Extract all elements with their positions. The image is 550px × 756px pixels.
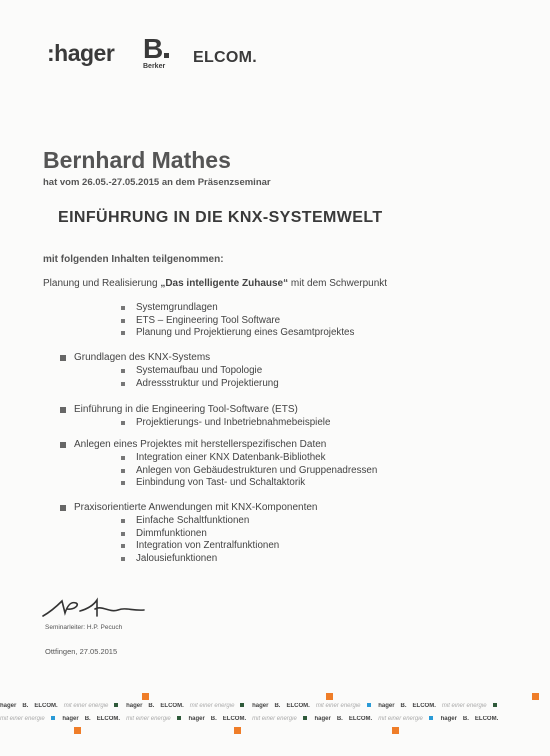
list-item: Planung und Projektierung eines Gesamtprojektes bbox=[118, 327, 354, 340]
participant-name: Bernhard Mathes bbox=[43, 147, 231, 173]
orange-square-icon bbox=[142, 693, 149, 700]
list-item: Einbindung von Tast- und Schaltaktorik bbox=[118, 477, 377, 490]
topic-post: mit dem Schwerpunkt bbox=[288, 278, 388, 289]
brand-strip-top: hager B. ELCOM. mit einer energie hager B. ELCOM. mit einer energie hager B. ELCOM. mit einer energie hager B. ELCOM. mit einer energie bbox=[0, 703, 550, 713]
seminar-dates-line: hat vom 26.05.-27.05.2015 an dem Präsenzseminar bbox=[43, 177, 271, 188]
section-title: Grundlagen des KNX-Systems bbox=[74, 352, 210, 365]
orange-square-icon bbox=[326, 693, 333, 700]
hager-logo: :hager bbox=[47, 40, 115, 66]
topic-bold: „Das intelligente Zuhause“ bbox=[160, 278, 289, 289]
section-projekt-items bbox=[118, 452, 377, 490]
square-bullet-icon bbox=[60, 442, 66, 448]
section-ets-items bbox=[118, 417, 330, 430]
square-bullet-icon bbox=[60, 355, 66, 361]
orange-square-icon bbox=[532, 693, 539, 700]
list-item: Einfache Schaltfunktionen bbox=[118, 515, 279, 528]
brand-strip-bottom: mit einer energie hager B. ELCOM. mit einer energie hager B. ELCOM. mit einer energie hager B. ELCOM. mit einer energie hager B. ELCOM. bbox=[0, 716, 499, 722]
section-title: Einführung in die Engineering Tool-Software (ETS) bbox=[74, 404, 298, 417]
list-item: Jalousiefunktionen bbox=[118, 553, 279, 566]
section-praxis-items bbox=[118, 515, 279, 565]
contents-intro: mit folgenden Inhalten teilgenommen: bbox=[43, 254, 224, 265]
orange-square-icon bbox=[74, 727, 81, 734]
focus-list bbox=[118, 302, 354, 340]
list-item: Systemgrundlagen bbox=[118, 302, 354, 315]
list-item: Adressstruktur und Projektierung bbox=[118, 378, 279, 391]
berker-logo-word: Berker bbox=[143, 63, 166, 70]
topic-line bbox=[43, 278, 387, 289]
list-item: ETS – Engineering Tool Software bbox=[118, 315, 354, 328]
list-item: Integration einer KNX Datenbank-Bibliothek bbox=[118, 452, 377, 465]
orange-square-icon bbox=[234, 727, 241, 734]
berker-logo-dot bbox=[164, 53, 169, 58]
section-grundlagen-items bbox=[118, 365, 279, 390]
square-bullet-icon bbox=[60, 407, 66, 413]
section-praxis bbox=[74, 502, 317, 515]
section-title: Anlegen eines Projektes mit herstellerspezifischen Daten bbox=[74, 439, 326, 452]
list-item: Projektierungs- und Inbetriebnahmebeispiele bbox=[118, 417, 330, 430]
section-grundlagen bbox=[74, 352, 210, 365]
berker-logo bbox=[143, 33, 177, 70]
lecturer-line: Seminarleiter: H.P. Pecuch bbox=[45, 624, 123, 631]
place-date: Ottfingen, 27.05.2015 bbox=[45, 647, 118, 656]
list-item: Dimmfunktionen bbox=[118, 528, 279, 541]
list-item: Anlegen von Gebäudestrukturen und Gruppenadressen bbox=[118, 465, 377, 478]
section-ets bbox=[74, 404, 298, 417]
orange-square-icon bbox=[392, 727, 399, 734]
section-title: Praxisorientierte Anwendungen mit KNX-Komponenten bbox=[74, 502, 317, 515]
signature-image bbox=[40, 597, 150, 619]
square-bullet-icon bbox=[60, 505, 66, 511]
course-title: EINFÜHRUNG IN DIE KNX-SYSTEMWELT bbox=[58, 209, 383, 226]
list-item: Systemaufbau und Topologie bbox=[118, 365, 279, 378]
berker-logo-letter: B bbox=[143, 33, 164, 64]
topic-pre: Planung und Realisierung bbox=[43, 278, 161, 289]
elcom-logo: ELCOM. bbox=[193, 49, 258, 66]
list-item: Integration von Zentralfunktionen bbox=[118, 540, 279, 553]
section-projekt bbox=[74, 439, 326, 452]
